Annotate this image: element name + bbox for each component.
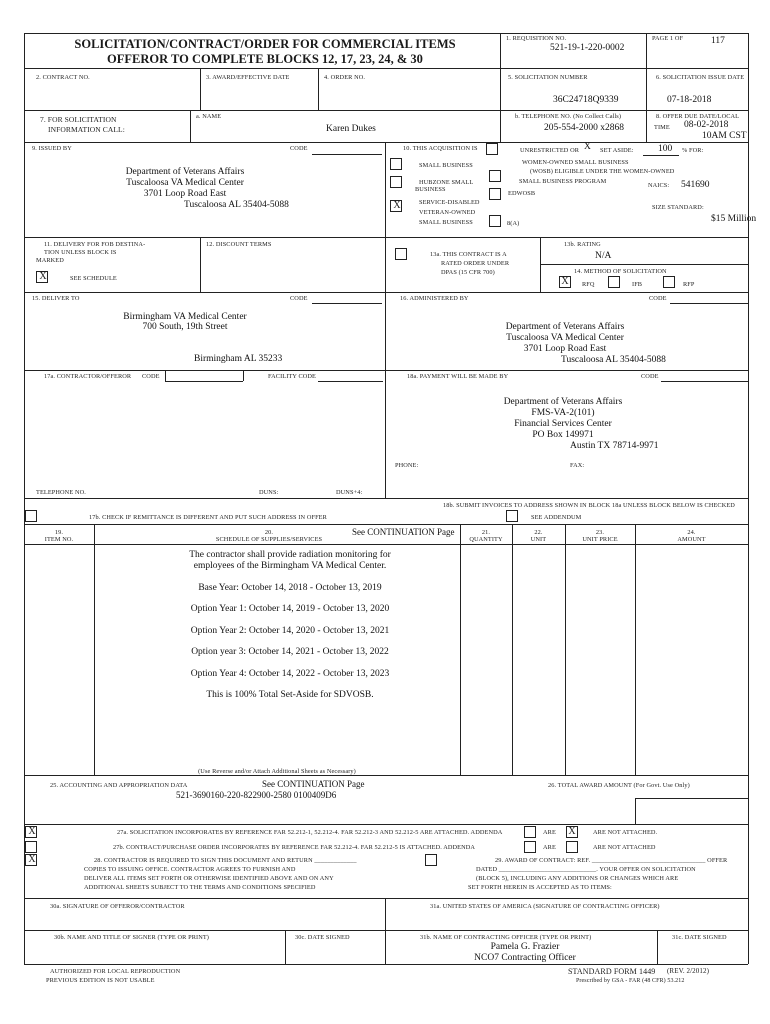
deliver-to-label: 15. DELIVER TO bbox=[32, 295, 80, 302]
name-value: Karen Dukes bbox=[326, 124, 376, 134]
rfq-mark: X bbox=[561, 276, 569, 287]
sdvosb-label-1: SERVICE-DISABLED bbox=[419, 199, 480, 206]
c29-line2: DATED ______________________________. YOUR OFFER ON SOLICITATION bbox=[476, 866, 696, 873]
option-year-1: Option Year 1: October 14, 2019 - October 13, 2020 bbox=[190, 604, 390, 614]
col24-header: AMOUNT bbox=[677, 536, 706, 543]
size-standard-label: SIZE STANDARD: bbox=[652, 204, 704, 211]
c27a-mark: X bbox=[28, 826, 36, 837]
footer-revision: (REV. 2/2012) bbox=[667, 967, 710, 975]
issued-by-label: 9. ISSUED BY bbox=[32, 145, 72, 152]
frame-right bbox=[748, 33, 749, 964]
administered-line1: Department of Veterans Affairs bbox=[505, 322, 625, 332]
wosb-label-3: SMALL BUSINESS PROGRAM bbox=[519, 178, 607, 185]
payment-label: 18a. PAYMENT WILL BE MADE BY bbox=[407, 373, 509, 380]
wosb-label-2: (WOSB) ELIGIBLE UNDER THE WOMEN-OWNED bbox=[530, 168, 675, 175]
rating-label: 13b. RATING bbox=[564, 241, 601, 248]
payment-line1: Department of Veterans Affairs bbox=[503, 397, 623, 407]
deliver-line2: 700 South, 19th Street bbox=[142, 322, 228, 332]
setaside-note: This is 100% Total Set-Aside for SDVOSB. bbox=[206, 690, 374, 700]
col20-header: SCHEDULE OF SUPPLIES/SERVICES bbox=[215, 536, 323, 543]
due-time-value: 10AM CST bbox=[702, 131, 747, 141]
c28-line2: COPIES TO ISSUING OFFICE. CONTRACTOR AGREES TO FURNISH AND bbox=[84, 866, 296, 873]
ifb-checkbox[interactable] bbox=[608, 276, 620, 288]
col23-header: UNIT PRICE bbox=[582, 536, 618, 543]
submit-invoices-label: 18b. SUBMIT INVOICES TO ADDRESS SHOWN IN BLOCK 18a UNLESS BLOCK BELOW IS CHECKED bbox=[443, 502, 735, 509]
c29-line3: (BLOCK 5), INCLUDING ANY ADDITIONS OR CHANGES WHICH ARE bbox=[476, 875, 679, 882]
reverse-note: (Use Reverse and/or Attach Additional Sheets as Necessary) bbox=[198, 768, 356, 775]
administered-line3: 3701 Loop Road East bbox=[523, 344, 607, 354]
col24-num: 24. bbox=[687, 529, 696, 536]
due-label: 8. OFFER DUE DATE/LOCAL bbox=[656, 113, 740, 120]
naics-value: 541690 bbox=[681, 180, 710, 190]
phone-value: 205-554-2000 x2868 bbox=[544, 123, 624, 133]
eight-a-checkbox[interactable] bbox=[489, 215, 501, 227]
c27b-are-not: ARE NOT ATTACHED bbox=[593, 844, 656, 851]
due-time-label: TIME bbox=[654, 124, 670, 131]
issued-line1: Department of Veterans Affairs bbox=[125, 167, 245, 177]
c27a-are-not: ARE NOT ATTACHED. bbox=[593, 829, 658, 836]
payment-line5: Austin TX 78714-9971 bbox=[570, 441, 659, 451]
remittance-checkbox[interactable] bbox=[25, 510, 37, 522]
percent-for-label: % FOR: bbox=[682, 147, 704, 154]
sdvosb-label-2: VETERAN-OWNED bbox=[419, 209, 476, 216]
delivery-label-1: 11. DELIVERY FOR FOB DESTINA- bbox=[44, 241, 146, 248]
see-schedule-label: SEE SCHEDULE bbox=[70, 275, 117, 282]
col20-continuation: See CONTINUATION Page bbox=[352, 527, 455, 537]
duns-label: DUNS: bbox=[259, 489, 279, 496]
c27b-are: ARE bbox=[543, 844, 556, 851]
award-date-label: 3. AWARD/EFFECTIVE DATE bbox=[206, 74, 290, 81]
sig-30a-label: 30a. SIGNATURE OF OFFEROR/CONTRACTOR bbox=[50, 903, 185, 910]
frame-bottom bbox=[24, 964, 748, 965]
administered-line2: Tuscaloosa VA Medical Center bbox=[506, 333, 624, 343]
unrestricted-mark: X bbox=[584, 142, 591, 152]
c27b-checkbox[interactable] bbox=[25, 841, 37, 853]
method-label: 14. METHOD OF SOLICITATION bbox=[574, 268, 667, 275]
setaside-value: 100 bbox=[658, 144, 673, 154]
c29-line1: 29. AWARD OF CONTRACT: REF. ___________________________________ OFFER bbox=[495, 857, 728, 864]
edwosb-label: EDWOSB bbox=[508, 190, 536, 197]
col19-header: ITEM NO. bbox=[44, 536, 74, 543]
setaside-label: SET ASIDE: bbox=[600, 147, 634, 154]
col20-num: 20. bbox=[264, 529, 274, 536]
base-year: Base Year: October 14, 2018 - October 13, 2019 bbox=[198, 583, 382, 593]
payment-line2: FMS-VA-2(101) bbox=[531, 408, 595, 418]
discount-label: 12. DISCOUNT TERMS bbox=[206, 241, 272, 248]
contractor-label: 17a. CONTRACTOR/OFFEROR bbox=[44, 373, 132, 380]
option-year-3: Option year 3: October 14, 2021 - October 13, 2022 bbox=[191, 647, 389, 657]
sdvosb-mark: X bbox=[393, 200, 401, 211]
administered-code-label: CODE bbox=[649, 295, 667, 302]
issued-line2: Tuscaloosa VA Medical Center bbox=[126, 178, 244, 188]
sig-30b-label: 30b. NAME AND TITLE OF SIGNER (TYPE OR PRINT) bbox=[54, 934, 209, 941]
c27a-are-mark: X bbox=[568, 826, 576, 837]
c29-checkbox[interactable] bbox=[425, 854, 437, 866]
unrestricted-label: UNRESTRICTED OR bbox=[520, 147, 580, 154]
col19-num: 19. bbox=[54, 529, 64, 536]
deliver-code-label: CODE bbox=[290, 295, 308, 302]
sig-30c-label: 30c. DATE SIGNED bbox=[295, 934, 350, 941]
rfp-checkbox[interactable] bbox=[663, 276, 675, 288]
c28-mark: X bbox=[28, 854, 36, 865]
solicitation-number-label: 5. SOLICITATION NUMBER bbox=[508, 74, 588, 81]
rated-order-checkbox[interactable] bbox=[395, 248, 407, 260]
info-call-label: 7. FOR SOLICITATION bbox=[40, 115, 117, 124]
page-total: 117 bbox=[711, 36, 725, 46]
sdvosb-label-3: SMALL BUSINESS bbox=[419, 219, 473, 226]
footer-previous: PREVIOUS EDITION IS NOT USABLE bbox=[46, 977, 155, 984]
solicitation-date-value: 07-18-2018 bbox=[667, 95, 712, 105]
issued-code-label: CODE bbox=[290, 145, 308, 152]
c29-line4: SET FORTH HEREIN IS ACCEPTED AS TO ITEMS: bbox=[468, 884, 612, 891]
payment-phone-label: PHONE: bbox=[395, 462, 419, 469]
requisition-label: 1. REQUISITION NO. bbox=[506, 35, 567, 42]
contracting-officer-title: NCO7 Contracting Officer bbox=[474, 953, 576, 963]
solicitation-number-value: 36C24718Q9339 bbox=[553, 95, 619, 105]
col23-num: 23. bbox=[595, 529, 605, 536]
rfq-label: RFQ bbox=[582, 281, 595, 288]
administered-label: 16. ADMINISTERED BY bbox=[400, 295, 469, 302]
deliver-line1: Birmingham VA Medical Center bbox=[123, 312, 247, 322]
ifb-label: IFB bbox=[632, 281, 643, 288]
col22-header: UNIT bbox=[530, 536, 547, 543]
duns4-label: DUNS+4: bbox=[336, 489, 363, 496]
small-business-checkbox[interactable] bbox=[390, 158, 402, 170]
rated-label-2: RATED ORDER UNDER bbox=[441, 260, 510, 267]
c28-line3: DELIVER ALL ITEMS SET FORTH OR OTHERWISE IDENTIFIED ABOVE AND ON ANY bbox=[84, 875, 334, 882]
contractor-code-label: CODE bbox=[142, 373, 160, 380]
footer-form-name: STANDARD FORM 1449 bbox=[568, 967, 656, 976]
facility-code-label: FACILITY CODE bbox=[268, 373, 316, 380]
issued-line3: 3701 Loop Road East bbox=[143, 189, 227, 199]
eight-a-label: 8(A) bbox=[507, 220, 520, 227]
footer-prescribed: Prescribed by GSA - FAR (48 CFR) 53.212 bbox=[576, 978, 685, 984]
page-label: PAGE 1 OF bbox=[652, 35, 684, 42]
payment-line3: Financial Services Center bbox=[514, 419, 612, 429]
c27b-label: 27b. CONTRACT/PURCHASE ORDER INCORPORATES BY REFERENCE FAR 52.212-4. FAR 52.212-5 IS ATTACHED. ADDENDA bbox=[113, 844, 476, 851]
frame-top bbox=[24, 33, 748, 34]
delivery-label-2: TION UNLESS BLOCK IS bbox=[44, 249, 117, 256]
c28-line4: ADDITIONAL SHEETS SUBJECT TO THE TERMS AND CONDITIONS SPECIFIED bbox=[84, 884, 316, 891]
schedule-desc-1: The contractor shall provide radiation monitoring for bbox=[189, 550, 391, 560]
col21-header: QUANTITY bbox=[469, 536, 503, 543]
accounting-continuation: See CONTINUATION Page bbox=[262, 779, 365, 789]
phone-label: b. TELEPHONE NO. (No Collect Calls) bbox=[515, 113, 622, 120]
delivery-label-3: MARKED bbox=[36, 257, 64, 264]
hubzone-label-1: HUBZONE SMALL bbox=[419, 179, 474, 186]
c27b-arenot-checkbox[interactable] bbox=[566, 841, 578, 853]
sig-31a-label: 31a. UNITED STATES OF AMERICA (SIGNATURE OF CONTRACTING OFFICER) bbox=[430, 903, 660, 910]
form-title-line1: SOLICITATION/CONTRACT/ORDER FOR COMMERCIAL ITEMS bbox=[74, 37, 456, 51]
rated-label-3: DPAS (15 CFR 700) bbox=[441, 269, 495, 276]
form-title-line2: OFFEROR TO COMPLETE BLOCKS 12, 17, 23, 24, & 30 bbox=[107, 52, 423, 66]
issued-line4: Tuscaloosa AL 35404-5088 bbox=[184, 200, 289, 210]
naics-label: NAICS: bbox=[648, 182, 670, 189]
sig-31c-label: 31c. DATE SIGNED bbox=[672, 934, 727, 941]
option-year-2: Option Year 2: October 14, 2020 - October 13, 2021 bbox=[190, 626, 390, 636]
name-label: a. NAME bbox=[196, 113, 222, 120]
edwosb-checkbox[interactable] bbox=[489, 188, 501, 200]
acquisition-checkbox[interactable] bbox=[486, 143, 498, 155]
sig-31b-label: 31b. NAME OF CONTRACTING OFFICER (TYPE OR PRINT) bbox=[420, 934, 592, 941]
solicitation-date-label: 6. SOLICITATION ISSUE DATE bbox=[656, 74, 745, 81]
c27a-are-checkbox[interactable] bbox=[524, 826, 536, 838]
schedule-desc-2: employees of the Birmingham VA Medical Center. bbox=[193, 561, 387, 571]
payment-line4: PO Box 149971 bbox=[532, 430, 594, 440]
col21-num: 21. bbox=[481, 529, 491, 536]
c27a-are: ARE bbox=[543, 829, 556, 836]
col22-num: 22. bbox=[534, 529, 543, 536]
see-schedule-mark: X bbox=[39, 271, 47, 282]
deliver-line3: Birmingham AL 35233 bbox=[194, 354, 283, 364]
accounting-value: 521-3690160-220-822900-2580 0100409D6 bbox=[176, 790, 337, 800]
remittance-label: 17b. CHECK IF REMITTANCE IS DIFFERENT AND PUT SUCH ADDRESS IN OFFER bbox=[89, 514, 327, 521]
addendum-checkbox[interactable] bbox=[506, 510, 518, 522]
wosb-checkbox[interactable] bbox=[489, 170, 501, 182]
option-year-4: Option Year 4: October 14, 2022 - October 13, 2023 bbox=[190, 669, 390, 679]
small-business-label: SMALL BUSINESS bbox=[419, 162, 473, 169]
acquisition-label: 10. THIS ACQUISITION IS bbox=[403, 145, 478, 152]
contract-no-label: 2. CONTRACT NO. bbox=[36, 74, 90, 81]
order-no-label: 4. ORDER NO. bbox=[324, 74, 366, 81]
requisition-value: 521-19-1-220-0002 bbox=[550, 43, 625, 53]
payment-code-label: CODE bbox=[641, 373, 659, 380]
total-award-label: 26. TOTAL AWARD AMOUNT (For Govt. Use Only) bbox=[548, 782, 690, 789]
administered-line4: Tuscaloosa AL 35404-5088 bbox=[561, 355, 666, 365]
contracting-officer-name: Pamela G. Frazier bbox=[490, 942, 560, 952]
footer-authorized: AUTHORIZED FOR LOCAL REPRODUCTION bbox=[50, 968, 181, 975]
c28-line1: 28. CONTRACTOR IS REQUIRED TO SIGN THIS DOCUMENT AND RETURN _____________ bbox=[94, 857, 357, 864]
wosb-label-1: WOMEN-OWNED SMALL BUSINESS bbox=[522, 159, 629, 166]
rating-value: N/A bbox=[595, 251, 612, 261]
rated-label-1: 13a. THIS CONTRACT IS A bbox=[430, 251, 507, 258]
c27b-are-checkbox[interactable] bbox=[524, 841, 536, 853]
rfp-label: RFP bbox=[683, 281, 695, 288]
telephone-label: TELEPHONE NO. bbox=[36, 489, 86, 496]
c27a-label: 27a. SOLICITATION INCORPORATES BY REFERENCE FAR 52.212-1, 52.212-4. FAR 52.212-3 AND 52.212-5 ARE ATTACHED. ADDENDA bbox=[117, 829, 503, 836]
see-addendum-label: SEE ADDENDUM bbox=[531, 514, 582, 521]
size-standard-value: $15 Million bbox=[711, 214, 757, 224]
accounting-label: 25. ACCOUNTING AND APPROPRIATION DATA bbox=[50, 782, 188, 789]
info-call-label-2: INFORMATION CALL: bbox=[48, 125, 125, 134]
payment-fax-label: FAX: bbox=[570, 462, 585, 469]
due-date-value: 08-02-2018 bbox=[684, 120, 729, 130]
hubzone-label-2: BUSINESS bbox=[415, 186, 446, 193]
hubzone-checkbox[interactable] bbox=[390, 176, 402, 188]
